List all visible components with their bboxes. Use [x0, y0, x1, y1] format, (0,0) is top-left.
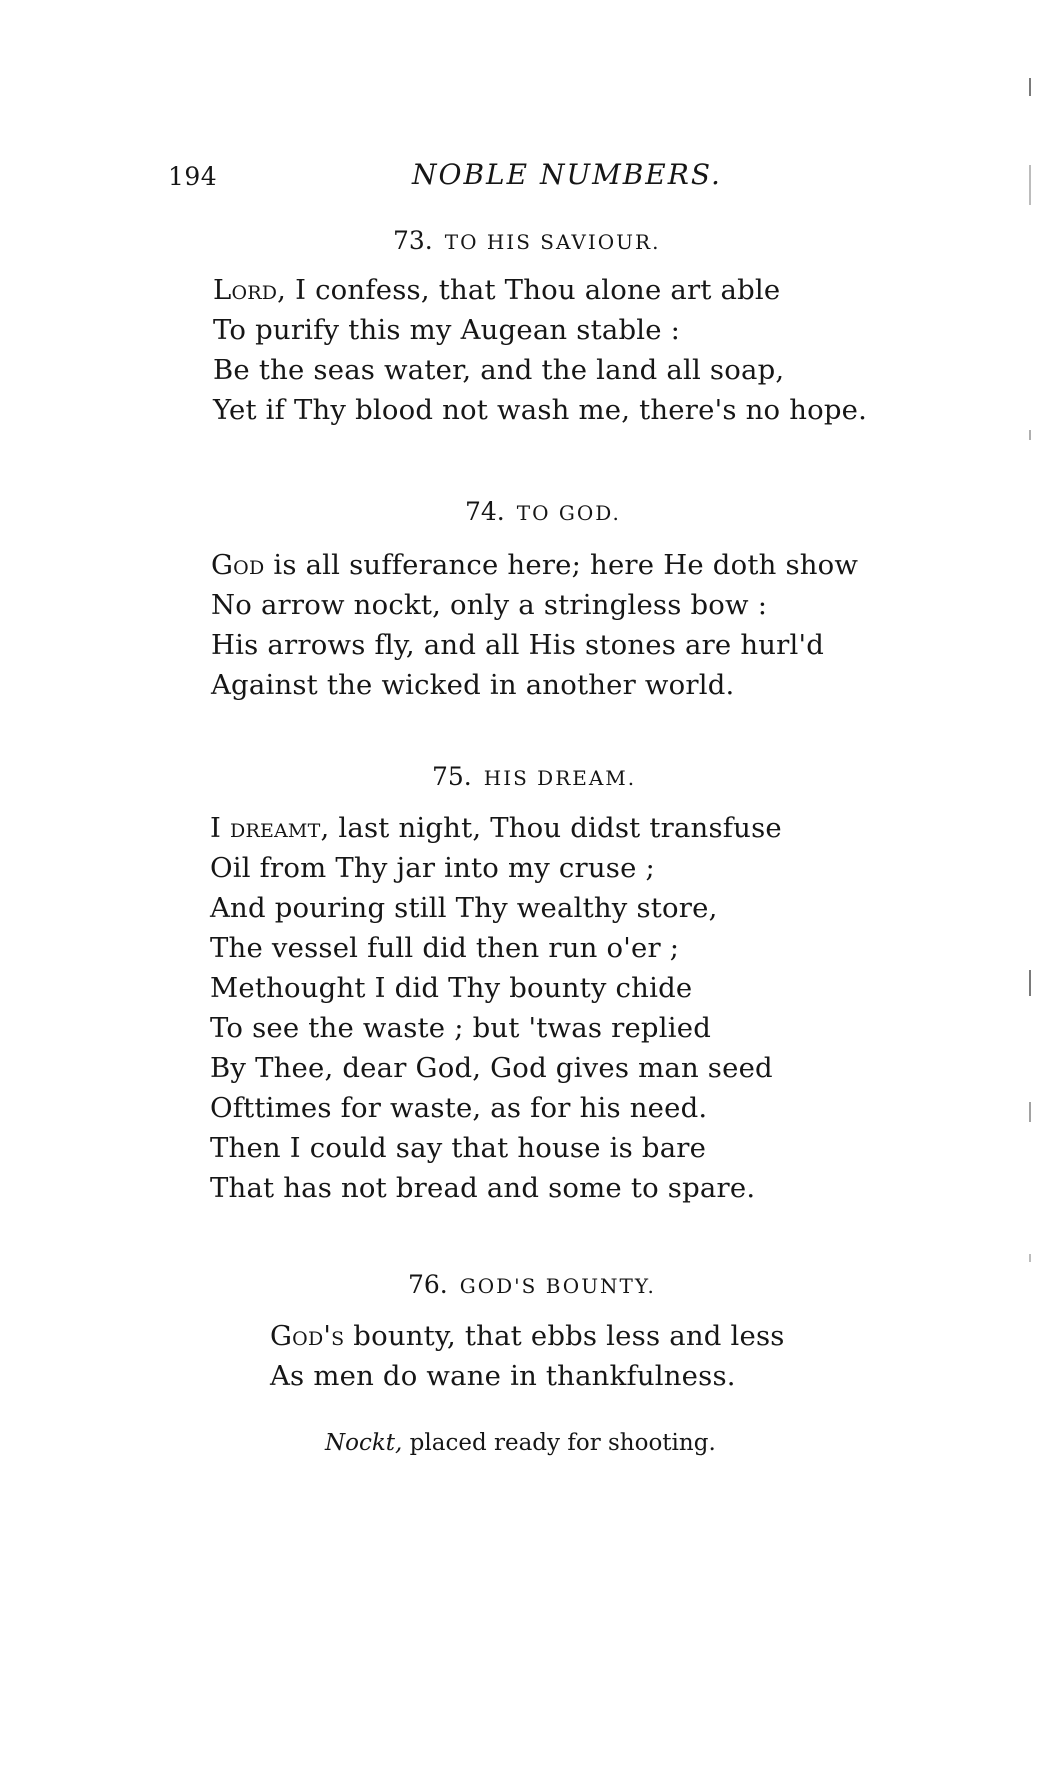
- footnote-term: Nockt,: [325, 1430, 403, 1456]
- poem-line: The vessel full did then run o'er ;: [210, 932, 680, 964]
- page-number: 194: [168, 162, 218, 191]
- poem-heading: [432, 762, 636, 791]
- poem-line: Then I could say that house is bare: [210, 1132, 707, 1164]
- poem-number: 75.: [432, 762, 472, 791]
- poem-heading: [393, 226, 660, 255]
- poem-line: Against the wicked in another world.: [211, 669, 735, 701]
- scan-artifact: [1029, 970, 1031, 996]
- poem-line: His arrows fly, and all His stones are hurl'd: [211, 629, 825, 661]
- poem-line: Yet if Thy blood not wash me, there's no hope.: [213, 394, 868, 426]
- poem-line: No arrow nockt, only a stringless bow :: [211, 589, 768, 621]
- footnote: [325, 1430, 716, 1456]
- poem-line: Methought I did Thy bounty chide: [210, 972, 693, 1004]
- poem-number: 74.: [465, 497, 505, 526]
- poem-line: Oil from Thy jar into my cruse ;: [210, 852, 655, 884]
- poem-line: Be the seas water, and the land all soap,: [213, 354, 785, 386]
- scan-artifact: [1029, 78, 1031, 96]
- poem-line: I dreamt, last night, Thou didst transfuse: [210, 812, 782, 844]
- poem-title: TO HIS SAVIOUR.: [444, 230, 661, 254]
- poem-line: And pouring still Thy wealthy store,: [210, 892, 718, 924]
- scan-artifact: [1029, 430, 1031, 440]
- poem-line: That has not bread and some to spare.: [210, 1172, 756, 1204]
- poem-lines: [210, 808, 782, 1208]
- poem-line: To purify this my Augean stable :: [213, 314, 681, 346]
- scan-artifact: [1029, 165, 1031, 205]
- poem-line: By Thee, dear God, God gives man seed: [210, 1052, 773, 1084]
- poem-line: God is all sufferance here; here He doth show: [211, 549, 859, 581]
- poem-title: GOD'S BOUNTY.: [459, 1274, 656, 1298]
- poem-line: To see the waste ; but 'twas replied: [210, 1012, 712, 1044]
- poem-number: 73.: [393, 226, 433, 255]
- scan-artifact: [1029, 1254, 1031, 1262]
- running-title: NOBLE NUMBERS.: [412, 158, 722, 191]
- scan-artifact: [1029, 1102, 1031, 1122]
- poem-title: TO GOD.: [516, 501, 621, 525]
- poem-line: God's bounty, that ebbs less and less: [270, 1320, 785, 1352]
- poem-line: Lord, I confess, that Thou alone art able: [213, 274, 781, 306]
- poem-line: Ofttimes for waste, as for his need.: [210, 1092, 708, 1124]
- poem-number: 76.: [408, 1270, 448, 1299]
- footnote-definition: placed ready for shooting.: [402, 1430, 716, 1456]
- poem-title: HIS DREAM.: [483, 766, 637, 790]
- running-head: [168, 158, 728, 198]
- poem-heading: [465, 497, 621, 526]
- poem-line: As men do wane in thankfulness.: [270, 1360, 736, 1392]
- poem-lines: [213, 270, 867, 430]
- poem-lines: [270, 1316, 785, 1396]
- poem-heading: [408, 1270, 656, 1299]
- poem-lines: [211, 545, 858, 705]
